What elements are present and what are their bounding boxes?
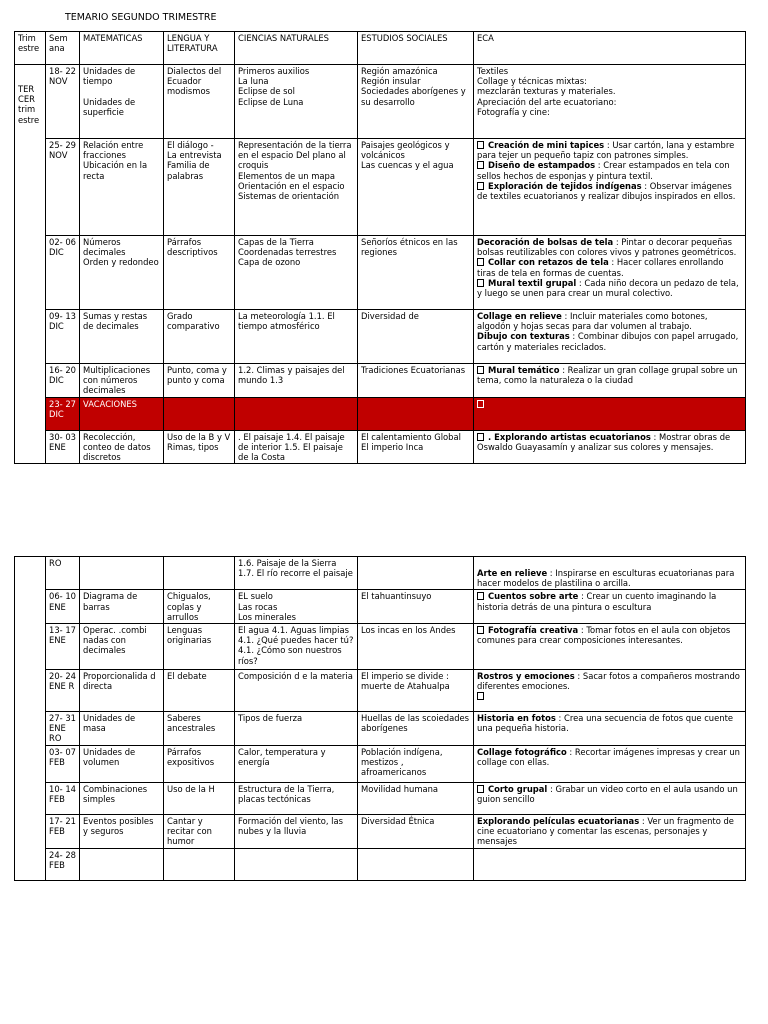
cell-text: Unidades de tiempo — [83, 66, 136, 87]
lengua-cell — [164, 712, 235, 746]
matematicas-cell — [80, 364, 164, 398]
week-cell: 13- 17 ENE — [46, 624, 80, 670]
matematicas-cell — [80, 815, 164, 849]
cell-text: Saberes ancestrales — [167, 713, 216, 734]
sociales-cell — [358, 590, 474, 624]
activity-name: Collage en relieve — [477, 311, 562, 321]
sociales-cell — [358, 364, 474, 398]
activity-name: Explorando películas ecuatorianas — [477, 816, 640, 827]
sociales-cell — [358, 783, 474, 815]
trimester-label: TER CER trim estre — [18, 84, 40, 125]
eca-cell — [474, 624, 746, 670]
column-header: CIENCIAS NATURALES — [235, 32, 358, 65]
cell-text: Estructura de la Tierra, placas tectónicas — [238, 784, 335, 805]
cell-text: El debate — [167, 671, 207, 682]
cell-text: La luna — [238, 76, 269, 87]
ciencias-cell — [235, 848, 358, 880]
activity-name: Mural textil grupal — [488, 277, 577, 288]
ciencias-cell — [235, 815, 358, 849]
cell-text: Población indígena, mestizos , afroamericanos — [361, 747, 443, 778]
activity-description: Textiles — [477, 66, 509, 76]
trimester-cell — [15, 557, 46, 881]
eca-activity — [477, 625, 742, 645]
eca-cell — [474, 364, 746, 398]
cell-text: Representación de la tierra en el espacio Del plano al croquis — [238, 140, 352, 171]
cell-text: 1.6. Paisaje de la Sierra 1.7. El río recorre el paisaje — [238, 558, 353, 579]
ciencias-cell — [235, 746, 358, 783]
cell-text: Proporcionalida d directa — [83, 671, 156, 692]
cell-text: Sociedades aborígenes y su desarrollo — [361, 86, 466, 107]
cell-text: Región insular — [361, 76, 421, 87]
eca-activity — [477, 568, 742, 588]
cell-text: La entrevista — [167, 150, 222, 161]
cell-text: Dialectos del Ecuador — [167, 66, 222, 87]
activity-name: Arte en relieve — [477, 568, 548, 578]
header-row — [15, 32, 746, 65]
cell-text: El diálogo - — [167, 140, 214, 150]
cell-text: El imperio Inca — [361, 441, 424, 452]
bullet-icon — [477, 258, 484, 266]
ciencias-cell — [235, 624, 358, 670]
column-header: ESTUDIOS SOCIALES — [358, 32, 474, 65]
eca-activity — [477, 691, 742, 701]
activity-description: : Mostrar obras de Oswaldo Guayasamín y analizar sus colores y mensajes. — [477, 431, 731, 452]
cell-text: Calor, temperatura y energía — [238, 747, 326, 768]
sociales-cell — [358, 139, 474, 236]
cell-text: Unidades de masa — [83, 713, 136, 734]
matematicas-cell — [80, 397, 164, 430]
cell-text: Eclipse de sol — [238, 86, 295, 97]
activity-description: : Hacer collares enrollando tiras de tela en formas de cuentas. — [477, 257, 724, 278]
eca-cell — [474, 236, 746, 310]
bullet-icon — [477, 366, 484, 374]
cell-text: Sumas y restas de decimales — [83, 311, 148, 332]
cell-text: Operac. .combi nadas con decimales — [83, 625, 147, 656]
sociales-cell — [358, 236, 474, 310]
column-header: LENGUA Y LITERATURA — [164, 32, 235, 65]
eca-cell — [474, 397, 746, 430]
week-cell: 16- 20 DIC — [46, 364, 80, 398]
cell-text: Combinaciones simples — [83, 784, 148, 805]
cell-text: Diversidad Étnica — [361, 816, 435, 827]
bullet-icon — [477, 141, 484, 149]
column-header: Sem ana — [46, 32, 80, 65]
activity-description: : Ver un fragmento de cine ecuatoriano y comentar las escenas, personajes y mensajes — [477, 816, 734, 847]
matematicas-cell — [80, 746, 164, 783]
cell-text: Familia de palabras — [167, 160, 210, 181]
lengua-cell — [164, 430, 235, 464]
cell-text: Lenguas originarias — [167, 625, 212, 646]
ciencias-cell — [235, 430, 358, 464]
lengua-cell — [164, 670, 235, 712]
cell-text: Las rocas — [238, 601, 278, 612]
eca-activity — [477, 140, 742, 160]
bullet-icon — [477, 592, 484, 600]
column-header: ECA — [474, 32, 746, 65]
column-header: MATEMATICAS — [80, 32, 164, 65]
bullet-icon — [477, 182, 484, 190]
cell-text: Paisajes geológicos y volcánicos — [361, 140, 450, 161]
eca-activity — [477, 671, 742, 691]
lengua-cell — [164, 139, 235, 236]
eca-activity — [477, 278, 742, 298]
trimester-cell — [15, 65, 46, 464]
page-title: TEMARIO SEGUNDO TRIMESTRE — [65, 12, 217, 23]
matematicas-cell — [80, 712, 164, 746]
eca-cell — [474, 65, 746, 139]
eca-cell — [474, 783, 746, 815]
cell-text: Composición d e la materia — [238, 671, 353, 682]
cell-text: Orden y redondeo — [83, 257, 159, 268]
ciencias-cell — [235, 139, 358, 236]
lengua-cell — [164, 624, 235, 670]
activity-description: : Combinar dibujos con papel arrugado, cartón y materiales reciclados. — [477, 331, 739, 352]
sociales-cell — [358, 746, 474, 783]
eca-activity — [477, 237, 742, 257]
bullet-icon — [477, 161, 484, 169]
activity-name: Cuentos sobre arte — [488, 591, 579, 602]
schedule-table-2 — [14, 556, 746, 881]
week-cell: 02- 06 DIC — [46, 236, 80, 310]
cell-text: La meteorología 1.1. El tiempo atmosférico — [238, 311, 335, 332]
activity-name: Creación de mini tapices — [488, 140, 605, 150]
eca-cell — [474, 712, 746, 746]
matematicas-cell — [80, 65, 164, 139]
cell-text: Diagrama de barras — [83, 591, 138, 612]
bullet-icon — [477, 433, 484, 441]
bullet-icon — [477, 785, 484, 793]
cell-text: Los minerales — [238, 611, 297, 622]
cell-text: Tradiciones Ecuatorianas — [361, 365, 466, 375]
activity-description: : Incluir materiales como botones, algodón y hojas secas para dar volumen al trabajo. — [477, 311, 708, 332]
lengua-cell — [164, 815, 235, 849]
week-cell: 17- 21 FEB — [46, 815, 80, 849]
cell-text: Elementos de un mapa — [238, 170, 335, 181]
week-cell: 06- 10 ENE — [46, 590, 80, 624]
week-cell: 30- 03 ENE — [46, 430, 80, 464]
eca-activity — [477, 713, 742, 733]
cell-text: Ubicación en la recta — [83, 160, 148, 181]
cell-text: Multiplicaciones con números decimales — [83, 365, 151, 396]
eca-activity — [477, 311, 742, 331]
lengua-cell — [164, 397, 235, 430]
eca-activity — [477, 816, 742, 847]
matematicas-cell — [80, 139, 164, 236]
activity-description: : Crear un cuento imaginando la historia detrás de una pintura o escultura — [477, 591, 717, 612]
matematicas-cell — [80, 670, 164, 712]
sociales-cell — [358, 712, 474, 746]
activity-description: : Crear estampados en tela con sellos hechos de esponjas y pintura textil. — [477, 160, 730, 181]
activity-description: : Cada niño decora un pedazo de tela, y luego se unen para crear un mural colectivo. — [477, 277, 739, 299]
table-row — [15, 430, 746, 464]
activity-description: : Sacar fotos a compañeros mostrando diferentes emociones. — [477, 671, 740, 692]
sociales-cell — [358, 670, 474, 712]
table-row — [15, 557, 746, 590]
activity-description: : Crea una secuencia de fotos que cuente una pequeña historia. — [477, 713, 734, 734]
eca-cell — [474, 670, 746, 712]
activity-description: mezclarán texturas y materiales. — [477, 86, 616, 97]
activity-description: : Realizar un gran collage grupal sobre un tema, como la naturaleza o la ciudad — [477, 365, 738, 386]
matematicas-cell — [80, 310, 164, 364]
eca-cell — [474, 430, 746, 464]
table-row — [15, 139, 746, 236]
eca-activity — [477, 97, 742, 107]
activity-name: Fotografía creativa — [488, 625, 579, 636]
activity-description: : Grabar un video corto en el aula usando un guion sencillo — [477, 784, 738, 805]
cell-text: Uso de la B y V — [167, 431, 231, 442]
activity-name: Diseño de estampados — [488, 160, 596, 171]
cell-text: El agua 4.1. Aguas limpias 4.1. ¿Qué puedes hacer tú? 4.1. ¿Cómo son nuestros ríos? — [238, 625, 354, 666]
cell-text: Los incas en los Andes — [361, 625, 456, 636]
table-row — [15, 746, 746, 783]
matematicas-cell — [80, 783, 164, 815]
eca-cell — [474, 815, 746, 849]
week-cell: 23- 27 DIC — [46, 397, 80, 430]
matematicas-cell — [80, 236, 164, 310]
eca-activity — [477, 591, 742, 611]
activity-description: : Usar cartón, lana y estambre para tejer un pequeño tapiz con patrones simples. — [477, 140, 735, 161]
activity-description: : Pintar o decorar pequeñas bolsas reutilizables con colores vivos y patrones geométricos. — [477, 237, 737, 258]
cell-text: Capa de ozono — [238, 257, 301, 268]
cell-text: Rimas, tipos — [167, 441, 219, 452]
bullet-icon — [477, 626, 484, 634]
activity-name: Collage fotográfico — [477, 747, 567, 758]
week-cell: 10- 14 FEB — [46, 783, 80, 815]
activity-description: Collage y técnicas mixtas: — [477, 76, 587, 87]
eca-activity — [477, 66, 742, 76]
ciencias-cell — [235, 670, 358, 712]
activity-name: . Explorando artistas ecuatorianos — [488, 431, 651, 442]
matematicas-cell — [80, 557, 164, 590]
cell-text: Tipos de fuerza — [238, 713, 303, 724]
lengua-cell — [164, 236, 235, 310]
cell-text: VACACIONES — [83, 398, 137, 409]
ciencias-cell — [235, 397, 358, 430]
ciencias-cell — [235, 65, 358, 139]
eca-activity — [477, 747, 742, 767]
schedule-table-1 — [14, 31, 746, 464]
table-row — [15, 712, 746, 746]
ciencias-cell — [235, 236, 358, 310]
cell-text: Capas de la Tierra — [238, 237, 314, 247]
eca-cell — [474, 557, 746, 590]
table-row — [15, 815, 746, 849]
cell-text: . El paisaje 1.4. El paisaje de interior 1.5. El paisaje de la Costa — [238, 431, 345, 463]
eca-activity — [477, 181, 742, 201]
week-cell: 27- 31 ENE RO — [46, 712, 80, 746]
eca-cell — [474, 310, 746, 364]
cell-text: Unidades de volumen — [83, 747, 136, 768]
week-cell: 09- 13 DIC — [46, 310, 80, 364]
vacation-row — [15, 397, 746, 430]
cell-text: Orientación en el espacio Sistemas de orientación — [238, 180, 345, 202]
cell-text: Diversidad de — [361, 311, 419, 321]
ciencias-cell — [235, 590, 358, 624]
cell-text: Huellas de las scoiedades aborígenes — [361, 713, 470, 734]
lengua-cell — [164, 746, 235, 783]
eca-activity — [477, 331, 742, 351]
sociales-cell — [358, 430, 474, 464]
matematicas-cell — [80, 624, 164, 670]
table-row — [15, 236, 746, 310]
eca-cell — [474, 590, 746, 624]
activity-name: Historia en fotos — [477, 713, 556, 724]
cell-text — [83, 86, 160, 96]
week-cell: 03- 07 FEB — [46, 746, 80, 783]
table-row — [15, 590, 746, 624]
lengua-cell — [164, 310, 235, 364]
lengua-cell — [164, 783, 235, 815]
cell-text: Eventos posibles y seguros — [83, 816, 154, 837]
cell-text: Uso de la H — [167, 784, 215, 795]
cell-text: El calentamiento Global — [361, 431, 461, 442]
cell-text: Párrafos descriptivos — [167, 237, 218, 258]
cell-text: Párrafos expositivos — [167, 747, 215, 768]
cell-text: EL suelo — [238, 591, 273, 602]
cell-text: Formación del viento, las nubes y la lluvia — [238, 816, 344, 837]
cell-text: Primeros auxilios — [238, 66, 310, 76]
bullet-icon — [477, 279, 484, 287]
activity-name: Dibujo con texturas — [477, 331, 570, 342]
lengua-cell — [164, 557, 235, 590]
cell-text: Relación entre fracciones — [83, 140, 144, 161]
activity-description: : Observar imágenes de textiles ecuatorianos y realizar dibujos inspirados en ellos. — [477, 180, 736, 202]
matematicas-cell — [80, 590, 164, 624]
eca-cell — [474, 848, 746, 880]
activity-description: Apreciación del arte ecuatoriano: — [477, 96, 617, 107]
table-row — [15, 65, 746, 139]
sociales-cell — [358, 848, 474, 880]
eca-activity — [477, 432, 742, 452]
ciencias-cell — [235, 310, 358, 364]
activity-name: Corto grupal — [488, 784, 548, 795]
lengua-cell — [164, 848, 235, 880]
eca-activity — [477, 399, 742, 409]
eca-activity — [477, 784, 742, 804]
table-row — [15, 624, 746, 670]
activity-name: Mural temático — [488, 365, 560, 375]
lengua-cell — [164, 364, 235, 398]
cell-text: modismos — [167, 86, 210, 97]
eca-activity — [477, 257, 742, 277]
week-cell: 18- 22 NOV — [46, 65, 80, 139]
eca-activity — [477, 160, 742, 180]
table-row — [15, 310, 746, 364]
cell-text: Las cuencas y el agua — [361, 160, 454, 171]
table-row — [15, 848, 746, 880]
matematicas-cell — [80, 848, 164, 880]
week-cell: 25- 29 NOV — [46, 139, 80, 236]
cell-text: Números decimales — [83, 237, 126, 258]
cell-text: Cantar y recitar con humor — [167, 816, 212, 847]
sociales-cell — [358, 624, 474, 670]
sociales-cell — [358, 65, 474, 139]
cell-text: El imperio se divide : muerte de Atahualpa — [361, 671, 450, 692]
table-row — [15, 364, 746, 398]
activity-name: Exploración de tejidos indígenas — [488, 180, 642, 191]
eca-activity — [477, 365, 742, 385]
cell-text: Chigualos, coplas y arrullos — [167, 591, 211, 622]
sociales-cell — [358, 310, 474, 364]
eca-cell — [474, 139, 746, 236]
cell-text: Movilidad humana — [361, 784, 439, 795]
lengua-cell — [164, 590, 235, 624]
cell-text: Coordenadas terrestres — [238, 247, 337, 258]
activity-description: : Inspirarse en esculturas ecuatorianas para hacer modelos de plastilina o arcilla. — [477, 568, 735, 589]
sociales-cell — [358, 815, 474, 849]
sociales-cell — [358, 397, 474, 430]
activity-name: Rostros y emociones — [477, 671, 575, 682]
column-header: Trim estre — [15, 32, 46, 65]
cell-text: Región amazónica — [361, 66, 438, 76]
cell-text: Recolección, conteo de datos discretos — [83, 431, 151, 463]
activity-description: : Recortar imágenes impresas y crear un collage con ellas. — [477, 747, 740, 768]
cell-text: Eclipse de Luna — [238, 96, 304, 107]
activity-name: Decoración de bolsas de tela — [477, 237, 614, 247]
bullet-icon — [477, 692, 484, 700]
week-cell: 24- 28 FEB — [46, 848, 80, 880]
eca-cell — [474, 746, 746, 783]
cell-text: Señoríos étnicos en las regiones — [361, 237, 458, 258]
activity-description: : Tomar fotos en el aula con objetos comunes para crear composiciones interesantes. — [477, 625, 731, 646]
cell-text: 1.2. Climas y paisajes del mundo 1.3 — [238, 365, 345, 386]
ciencias-cell — [235, 557, 358, 590]
week-cell: RO — [46, 557, 80, 590]
cell-text: Unidades de superficie — [83, 96, 136, 117]
eca-activity — [477, 76, 742, 86]
table-row — [15, 783, 746, 815]
week-cell: 20- 24 ENE R — [46, 670, 80, 712]
lengua-cell — [164, 65, 235, 139]
ciencias-cell — [235, 364, 358, 398]
bullet-icon — [477, 400, 484, 408]
ciencias-cell — [235, 712, 358, 746]
matematicas-cell — [80, 430, 164, 464]
table-row — [15, 670, 746, 712]
ciencias-cell — [235, 783, 358, 815]
cell-text: Grado comparativo — [167, 311, 220, 332]
activity-description: Fotografía y cine: — [477, 106, 550, 117]
eca-activity — [477, 107, 742, 117]
eca-activity — [477, 86, 742, 96]
activity-name: Collar con retazos de tela — [488, 257, 609, 268]
cell-text: El tahuantinsuyo — [361, 591, 432, 602]
sociales-cell — [358, 557, 474, 590]
cell-text: Punto, coma y punto y coma — [167, 365, 227, 386]
